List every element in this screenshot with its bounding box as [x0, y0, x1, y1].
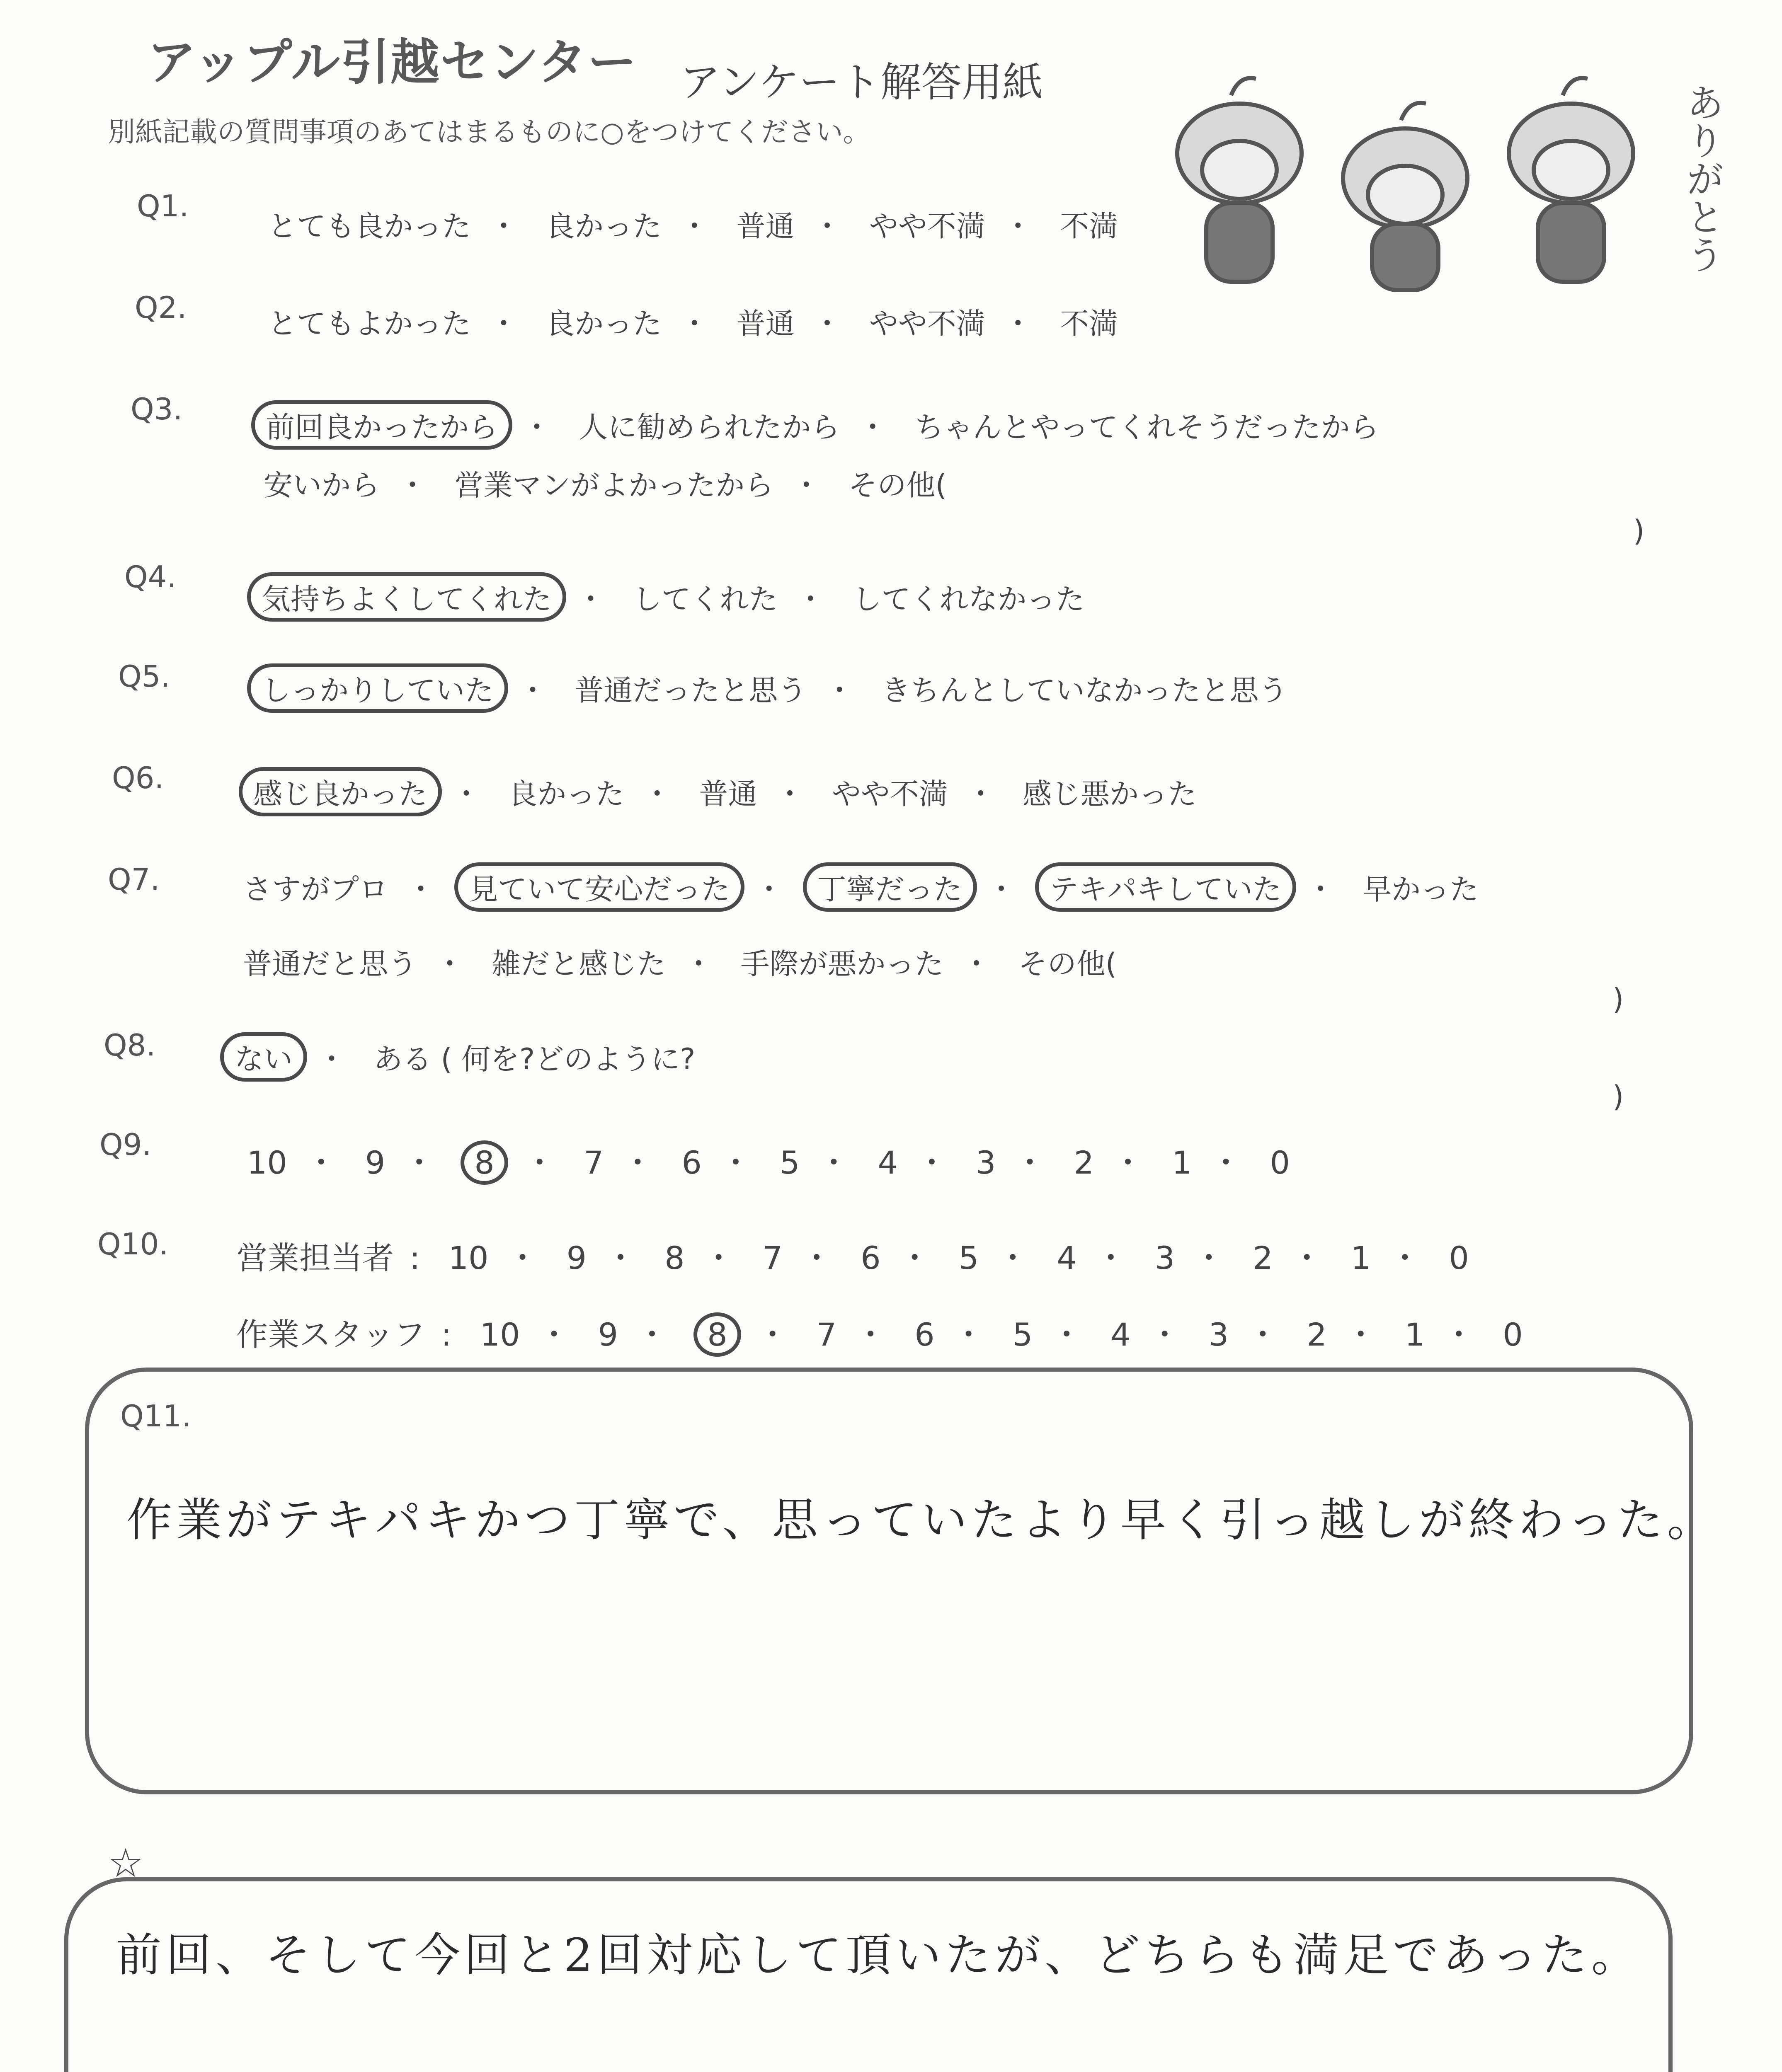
q1-option[interactable]: 普通 [736, 209, 795, 243]
q6-option[interactable]: 感じ悪かった [1023, 777, 1197, 811]
q2-label: Q2. [135, 290, 187, 325]
q2-option[interactable]: やや不満 [869, 307, 985, 341]
q2-option[interactable]: とてもよかった [268, 307, 471, 341]
q10-staff-score-selected[interactable]: 8 [693, 1312, 741, 1357]
q9-score[interactable]: 6 [681, 1144, 702, 1181]
q4-option[interactable]: してくれなかった [852, 582, 1085, 616]
q4-option[interactable]: してくれた [633, 582, 778, 616]
q3-options-line2: 安いから ・ 営業マンがよかったから ・ その他( [261, 462, 949, 504]
q6-option-selected[interactable]: 感じ良かった [239, 767, 442, 816]
q9-score[interactable]: 10 [247, 1144, 287, 1181]
q2-option[interactable]: 良かった [546, 307, 662, 341]
q8-options: ない ・ ある ( 何を?どのように? [226, 1036, 698, 1078]
q11-label: Q11. [120, 1399, 192, 1433]
q5-option[interactable]: 普通だったと思う [575, 673, 807, 707]
q4-label: Q4. [124, 559, 177, 594]
q9-score[interactable]: 0 [1270, 1144, 1290, 1181]
q8-paren-close: ) [1612, 1080, 1624, 1113]
q9-score[interactable]: 2 [1074, 1144, 1094, 1181]
q7-option[interactable]: さすがプロ [243, 872, 388, 906]
q1-option[interactable]: やや不満 [869, 209, 985, 243]
q3-paren-close: ) [1633, 514, 1645, 548]
mascot-illustration [1156, 70, 1737, 303]
q10-staff-score[interactable]: 6 [914, 1316, 935, 1353]
q6-option[interactable]: やや不満 [832, 777, 948, 811]
q7-option[interactable]: 普通だと思う [243, 947, 417, 981]
q8-label: Q8. [104, 1028, 156, 1063]
q7-options-line2: 普通だと思う ・ 雑だと感じた ・ 手際が悪かった ・ その他( [240, 941, 1119, 983]
q11-comment-box[interactable] [85, 1368, 1717, 1794]
q7-label: Q7. [108, 862, 160, 897]
q2-options: とてもよかった ・ 良かった ・ 普通 ・ やや不満 ・ 不満 [265, 300, 1120, 342]
free-comment-box[interactable] [64, 1877, 1673, 2072]
q10-staff-score[interactable]: 3 [1208, 1316, 1229, 1353]
q1-option[interactable]: とても良かった [268, 209, 471, 243]
q5-label: Q5. [118, 659, 170, 694]
q9-label: Q9. [99, 1127, 152, 1162]
q10-staff-score[interactable]: 1 [1404, 1316, 1425, 1353]
q10-label: Q10. [97, 1227, 169, 1261]
q10-sales-score[interactable]: 3 [1154, 1239, 1175, 1276]
q1-label: Q1. [137, 189, 189, 223]
q7-option-other[interactable]: その他( [1018, 947, 1117, 981]
q3-option[interactable]: 営業マンがよかったから [454, 468, 774, 502]
form-title: アップル引越センター [147, 34, 638, 91]
q10-staff-score[interactable]: 0 [1503, 1316, 1523, 1353]
q2-option[interactable]: 不満 [1060, 307, 1118, 341]
q10-sales-score[interactable]: 5 [958, 1239, 979, 1276]
q10-sales-score[interactable]: 7 [762, 1239, 783, 1276]
instruction-text: 別紙記載の質問事項のあてはまるものに○をつけてください。 [108, 116, 870, 148]
q5-option[interactable]: きちんとしていなかったと思う [881, 673, 1288, 707]
q10-staff-score[interactable]: 4 [1110, 1316, 1131, 1353]
thanks-text: ありがとう [1680, 83, 1724, 274]
q4-options: 気持ちよくしてくれた ・ してくれた ・ してくれなかった [253, 576, 1087, 618]
q3-option-selected[interactable]: 前回良かったから [251, 400, 512, 450]
q10-staff-score[interactable]: 5 [1012, 1316, 1033, 1353]
q10-staff-score[interactable]: 10 [480, 1316, 520, 1353]
q7-option-selected[interactable]: テキパキしていた [1035, 862, 1296, 912]
q3-option[interactable]: 人に勧められたから [579, 410, 840, 444]
free-comment-text: 前回、そして今回と2回対応して頂いたが、どちらも満足であった。 [116, 1929, 1641, 1982]
q9-score[interactable]: 9 [365, 1144, 385, 1181]
q9-score[interactable]: 4 [878, 1144, 898, 1181]
q3-option-other[interactable]: その他( [848, 468, 947, 502]
q3-label: Q3. [131, 392, 183, 426]
star-icon: ☆ [108, 1840, 144, 1886]
q9-score-selected[interactable]: 8 [461, 1140, 508, 1185]
q9-score[interactable]: 1 [1172, 1144, 1192, 1181]
form-subtitle: アンケート解答用紙 [680, 59, 1043, 106]
q3-option[interactable]: 安いから [264, 468, 380, 502]
q6-label: Q6. [112, 760, 164, 795]
q10-sales-score[interactable]: 1 [1350, 1239, 1371, 1276]
q8-option-selected[interactable]: ない [220, 1032, 307, 1082]
q3-options-line1: 前回良かったから ・ 人に勧められたから ・ ちゃんとやってくれそうだったから [257, 404, 1382, 446]
q7-option[interactable]: 早かった [1363, 872, 1479, 906]
q7-option-selected[interactable]: 見ていて安心だった [454, 862, 744, 912]
q9-score[interactable]: 3 [976, 1144, 996, 1181]
q6-option[interactable]: 良かった [508, 777, 625, 811]
q7-option-selected[interactable]: 丁寧だった [803, 862, 977, 912]
q10-sales-score[interactable]: 2 [1253, 1239, 1273, 1276]
q11-comment-text: 作業がテキパキかつ丁寧で、思っていたより早く引っ越しが終わった。 [126, 1493, 1717, 1547]
monkey-mascots-icon [1156, 70, 1737, 303]
q9-score[interactable]: 7 [583, 1144, 604, 1181]
q10-sales-name: 営業担当者 [236, 1239, 394, 1276]
q8-option[interactable]: ある ( 何を?どのように? [373, 1042, 696, 1076]
q6-options: 感じ良かった ・ 良かった ・ 普通 ・ やや不満 ・ 感じ悪かった [245, 771, 1199, 813]
q10-staff-score[interactable]: 7 [816, 1316, 837, 1353]
q9-scale: 10 ・ 9 ・ 8 ・ 7 ・ 6 ・ 5 ・ 4 ・ 3 ・ 2 ・ 1 ・ 0 [245, 1138, 1292, 1185]
q1-option[interactable]: 不満 [1060, 209, 1118, 243]
q3-option[interactable]: ちゃんとやってくれそうだったから [914, 410, 1379, 444]
q9-score[interactable]: 5 [780, 1144, 800, 1181]
q10-sales-score[interactable]: 10 [448, 1239, 489, 1276]
q10-sales-score[interactable]: 9 [566, 1239, 587, 1276]
q1-option[interactable]: 良かった [546, 209, 662, 243]
q10-sales-score[interactable]: 4 [1057, 1239, 1077, 1276]
q10-staff-score[interactable]: 9 [598, 1316, 618, 1353]
q7-options-line1: さすがプロ ・ 見ていて安心だった ・ 丁寧だった ・ テキパキしていた ・ 早かった [240, 866, 1481, 908]
q10-sales-score[interactable]: 8 [664, 1239, 685, 1276]
q10-sales-score[interactable]: 0 [1449, 1239, 1469, 1276]
q5-option-selected[interactable]: しっかりしていた [247, 663, 508, 713]
q4-option-selected[interactable]: 気持ちよくしてくれた [247, 572, 566, 622]
q1-options: とても良かった ・ 良かった ・ 普通 ・ やや不満 ・ 不満 [265, 203, 1120, 245]
q7-option[interactable]: 雑だと感じた [492, 947, 666, 981]
q10-sales-row: 営業担当者 : 10 ・ 9 ・ 8 ・ 7 ・ 6 ・ 5 ・ 4 ・ 3 ・ 2 ・ 1 ・ 0 [236, 1233, 1472, 1278]
q2-option[interactable]: 普通 [736, 307, 795, 341]
q7-option[interactable]: 手際が悪かった [740, 947, 944, 981]
q10-staff-row: 作業スタッフ : 10 ・ 9 ・ 8 ・ 7 ・ 6 ・ 5 ・ 4 ・ 3 ・ 2 ・ 1 ・ 0 [236, 1310, 1525, 1357]
q7-paren-close: ) [1612, 982, 1624, 1016]
q5-options: しっかりしていた ・ 普通だったと思う ・ きちんとしていなかったと思う [253, 667, 1290, 709]
q10-staff-score[interactable]: 2 [1307, 1316, 1327, 1353]
q10-staff-name: 作業スタッフ [236, 1316, 425, 1353]
q10-sales-score[interactable]: 6 [861, 1239, 881, 1276]
q6-option[interactable]: 普通 [699, 777, 757, 811]
